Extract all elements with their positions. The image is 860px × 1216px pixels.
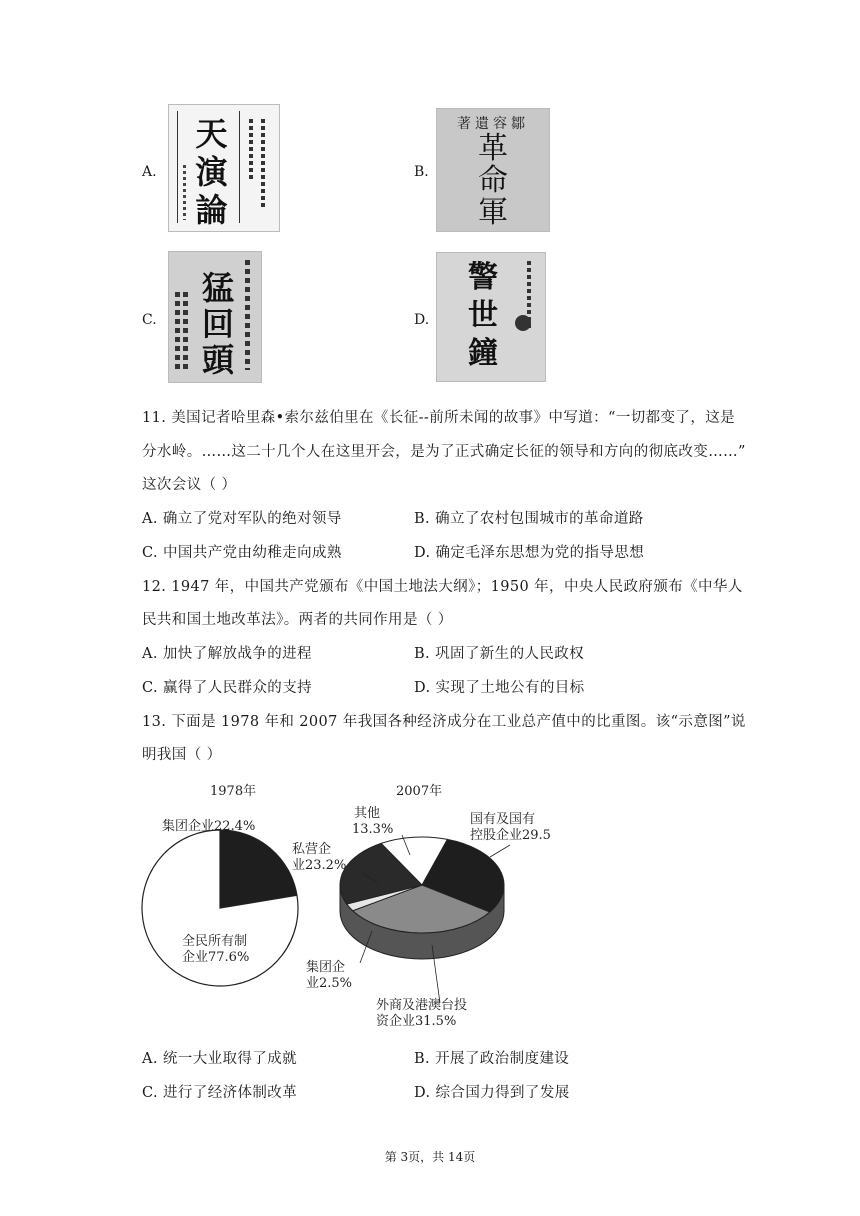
- pie-2007-label-jituan-line1: 集团企: [306, 960, 346, 975]
- cover-title: [189, 115, 234, 229]
- book-cover-tianyanlun: [168, 104, 280, 232]
- page-footer: 第 3页，共 14页: [384, 1150, 476, 1164]
- cover-border-left: [177, 111, 178, 223]
- pie-2007-label-jituan-line2: 业2.5%: [306, 976, 353, 991]
- chart-1978-title: 1978年: [210, 784, 257, 799]
- q13-line-2: 明我国（ ）: [142, 747, 222, 763]
- cover-title-char: 軍: [478, 195, 508, 230]
- pie-2007-label-other-line2: 13.3%: [352, 822, 394, 837]
- pie-2007-label-state-line2: 控股企业29.5: [470, 828, 551, 843]
- cover-title: [467, 133, 519, 229]
- option-a-letter: A.: [142, 164, 157, 180]
- cover-small-print: [175, 292, 180, 372]
- option-c-letter: C.: [142, 312, 157, 328]
- cover-title-char: 世: [468, 298, 498, 333]
- q12-line-1: 12. 1947 年，中国共产党颁布《中国土地法大纲》；1950 年，中央人民政府颁布《中华人: [142, 579, 743, 595]
- cover-border-right: [239, 111, 240, 223]
- q12-option-d[interactable]: D. 实现了土地公有的目标: [414, 680, 585, 696]
- cover-title-char: 論: [195, 191, 228, 229]
- cover-title-char: 命: [478, 163, 508, 198]
- q11-option-d[interactable]: D. 确定毛泽东思想为党的指导思想: [414, 545, 645, 561]
- cover-title: [461, 259, 505, 373]
- book-cover-gemingjun: [436, 108, 550, 232]
- q13-option-a[interactable]: A. 统一大业取得了成就: [142, 1051, 297, 1067]
- q13-option-b[interactable]: B. 开展了政治制度建设: [414, 1051, 570, 1067]
- pie-1978-slice: [220, 830, 297, 908]
- cover-title-char: 鐘: [468, 336, 498, 371]
- q11-option-c[interactable]: C. 中国共产党由幼稚走向成熟: [142, 545, 342, 561]
- book-cover-menghuitou: [168, 251, 262, 383]
- pie-2007-label-foreign-line2: 资企业31.5%: [376, 1014, 457, 1029]
- cover-small-print: [183, 165, 186, 220]
- q12-option-c[interactable]: C. 赢得了人民群众的支持: [142, 680, 312, 696]
- option-b-letter: B.: [414, 164, 429, 180]
- pie-2007: [340, 835, 510, 1003]
- cover-small-print: [245, 260, 250, 370]
- cover-title-char: 天: [195, 115, 228, 153]
- cover-small-print: [249, 119, 253, 179]
- cover-title: [195, 270, 241, 378]
- option-d-letter: D.: [414, 312, 430, 328]
- pie-2007-label-private-line1: 私营企: [292, 842, 332, 857]
- pie-2007-label-private-line2: 业23.2%: [292, 858, 347, 873]
- q12-option-b[interactable]: B. 巩固了新生的人民政权: [414, 646, 585, 662]
- cover-small-print: [261, 119, 265, 209]
- economic-composition-charts: [140, 775, 551, 1035]
- cover-title-char: 革: [478, 131, 508, 166]
- cover-title-char: 頭: [201, 341, 234, 379]
- pie-1978-label-quanmin-line1: 全民所有制: [182, 934, 248, 949]
- cover-title-char: 猛: [201, 269, 234, 307]
- cover-title-char: 演: [195, 153, 228, 191]
- q12-line-2: 民共和国土地改革法》。两者的共同作用是（ ）: [142, 612, 453, 628]
- cover-title-char: 警: [468, 260, 498, 295]
- q11-line-3: 这次会议（ ）: [142, 477, 237, 493]
- pie-2007-label-other-line1: 其他: [354, 806, 381, 821]
- cover-seal: [515, 315, 531, 331]
- q13-option-d[interactable]: D. 综合国力得到了发展: [414, 1085, 570, 1101]
- cover-small-print: [183, 292, 188, 372]
- chart-2007-title: 2007年: [396, 784, 443, 799]
- pie-1978-label-jituan: 集团企业22.4%: [162, 819, 256, 834]
- pie-2007-label-state-line1: 国有及国有: [470, 812, 536, 827]
- q13-line-1: 13. 下面是 1978 年和 2007 年我国各种经济成分在工业总产值中的比重图。该“示意图”说: [142, 714, 746, 730]
- pie-1978-label-quanmin-line2: 企业77.6%: [182, 950, 250, 965]
- pie-2007-leader-line: [490, 845, 510, 857]
- q12-option-a[interactable]: A. 加快了解放战争的进程: [142, 646, 312, 662]
- book-cover-jingshizhong: [436, 252, 546, 382]
- pie-2007-label-foreign-line1: 外商及港澳台投: [376, 998, 468, 1013]
- q11-option-a[interactable]: A. 确立了党对军队的绝对领导: [142, 511, 342, 527]
- q11-line-2: 分水岭。……这二十几个人在这里开会，是为了正式确定长征的领导和方向的彻底改变……”: [142, 444, 746, 460]
- q11-option-b[interactable]: B. 确立了农村包围城市的革命道路: [414, 511, 644, 527]
- q13-option-c[interactable]: C. 进行了经济体制改革: [142, 1085, 298, 1101]
- cover-top-text: 著遺容鄒: [457, 116, 529, 132]
- cover-title-char: 回: [201, 305, 234, 343]
- q11-line-1: 11. 美国记者哈里森•索尔兹伯里在《长征--前所未闻的故事》中写道：“一切都变了，这是: [142, 410, 736, 426]
